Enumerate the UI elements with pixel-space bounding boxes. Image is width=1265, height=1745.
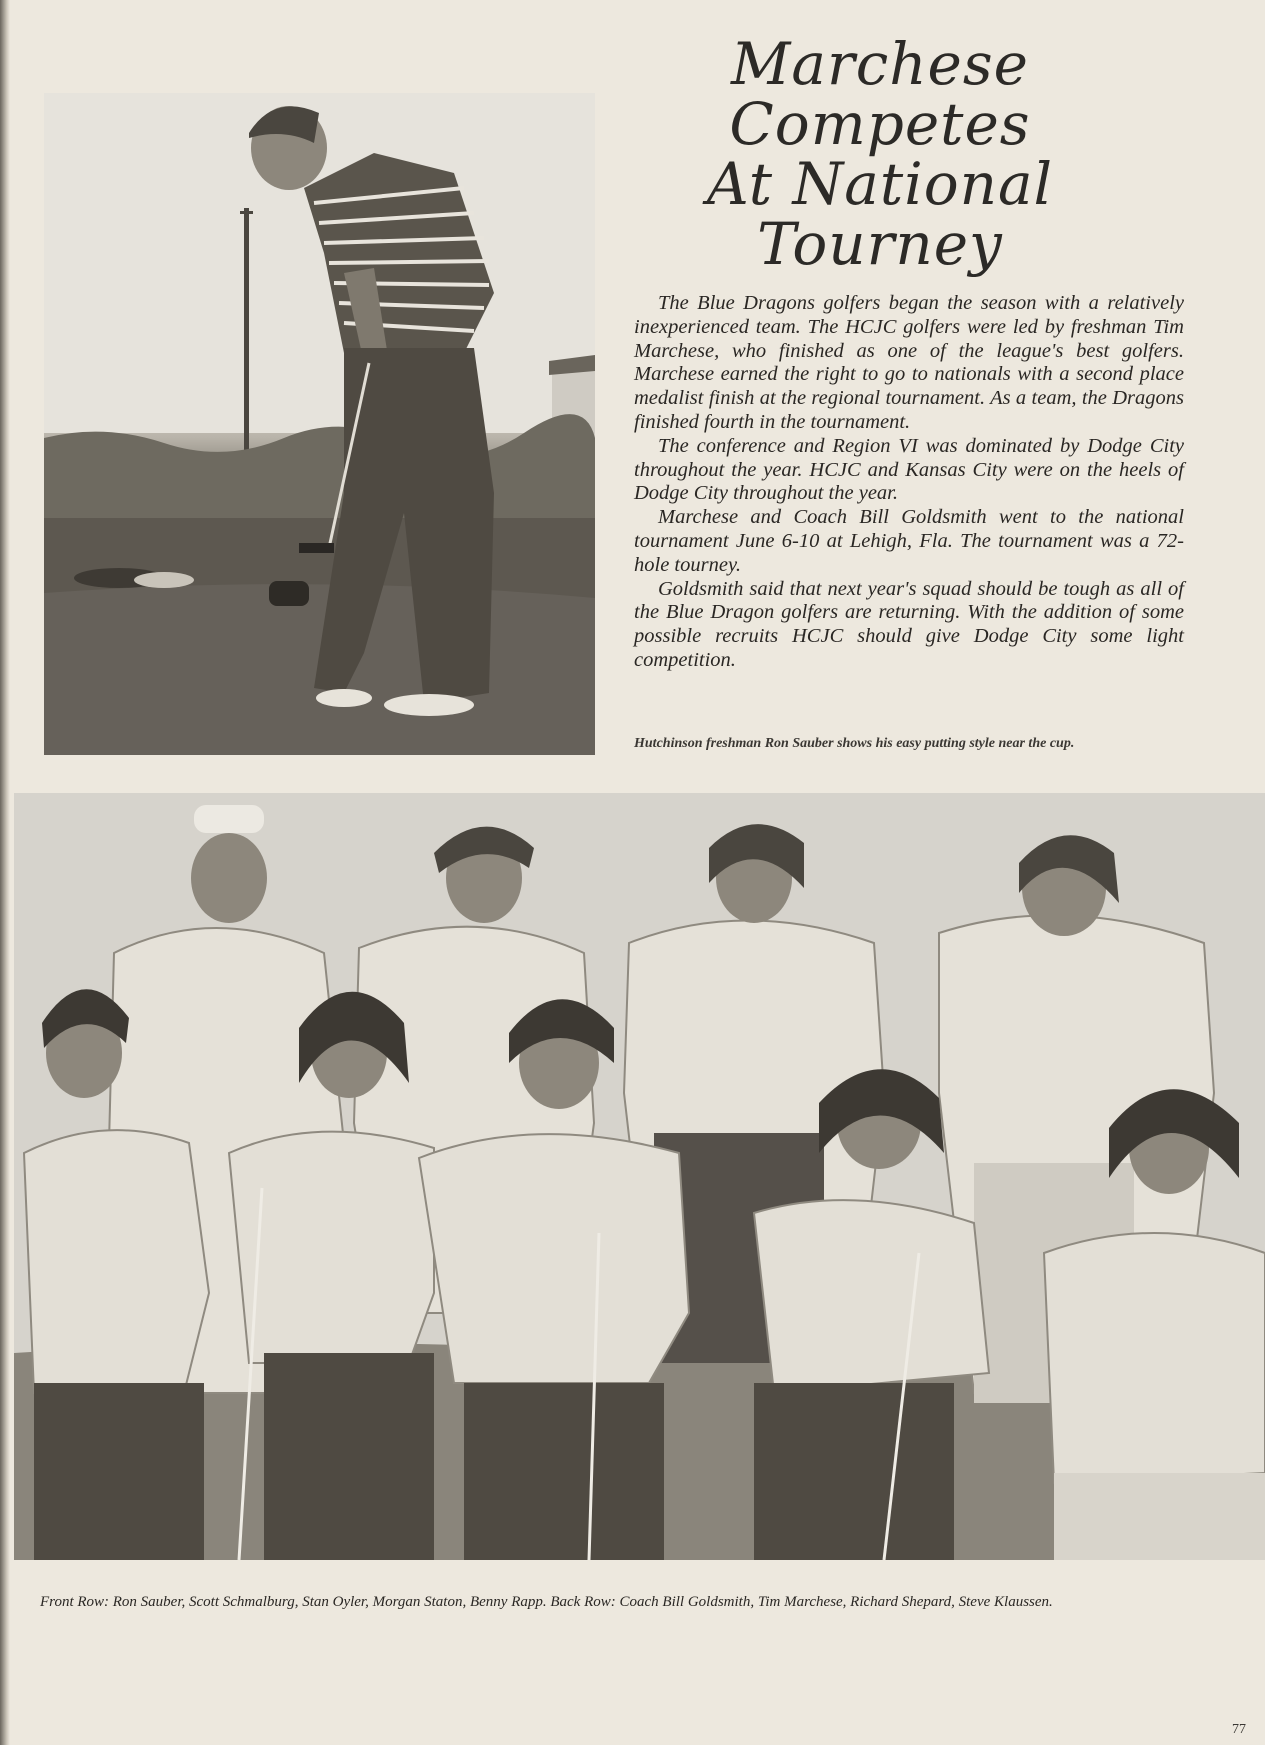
headline-line: Competes	[729, 90, 1031, 158]
putting-photo	[44, 93, 595, 755]
page-number: 77	[1232, 1722, 1246, 1737]
article-paragraph: The Blue Dragons golfers began the season with a relatively inexperienced team. The HCJC golfers were led by freshman Tim Marchese, who finished as one of the league's best golfers. Marchese earned the right to go to nationals with a second place medalist finish at the regional tournament. As a team, the Dragons finished fourth in the tournament.	[634, 292, 1184, 433]
putting-photo-caption: Hutchinson freshman Ron Sauber shows his easy putting style near the cup.	[634, 736, 1075, 751]
article-paragraph: Goldsmith said that next year's squad should be tough as all of the Blue Dragon golfers are returning. With the addition of some possible recruits HCJC should give Dodge City some light competition.	[634, 577, 1184, 671]
binding-edge	[0, 0, 10, 1745]
article-body	[634, 292, 1184, 673]
team-photo	[14, 793, 1265, 1560]
article-paragraph: Marchese and Coach Bill Goldsmith went to the national tournament June 6-10 at Lehigh, Fla. The tournament was a 72-hole tourney.	[634, 506, 1184, 576]
headline-line: Tourney	[757, 210, 1003, 278]
team-photo-caption: Front Row: Ron Sauber, Scott Schmalburg, Stan Oyler, Morgan Staton, Benny Rapp. Back Row: Coach Bill Goldsmith, Tim Marchese, Richard Shepard, Steve Klaussen.	[40, 1594, 1053, 1610]
headline-line: At National	[706, 150, 1054, 218]
headline-line: Marchese	[731, 30, 1029, 98]
headline	[650, 30, 1110, 278]
article-paragraph: The conference and Region VI was dominated by Dodge City throughout the year. HCJC and Kansas City were on the heels of Dodge City throughout the year.	[634, 434, 1184, 505]
